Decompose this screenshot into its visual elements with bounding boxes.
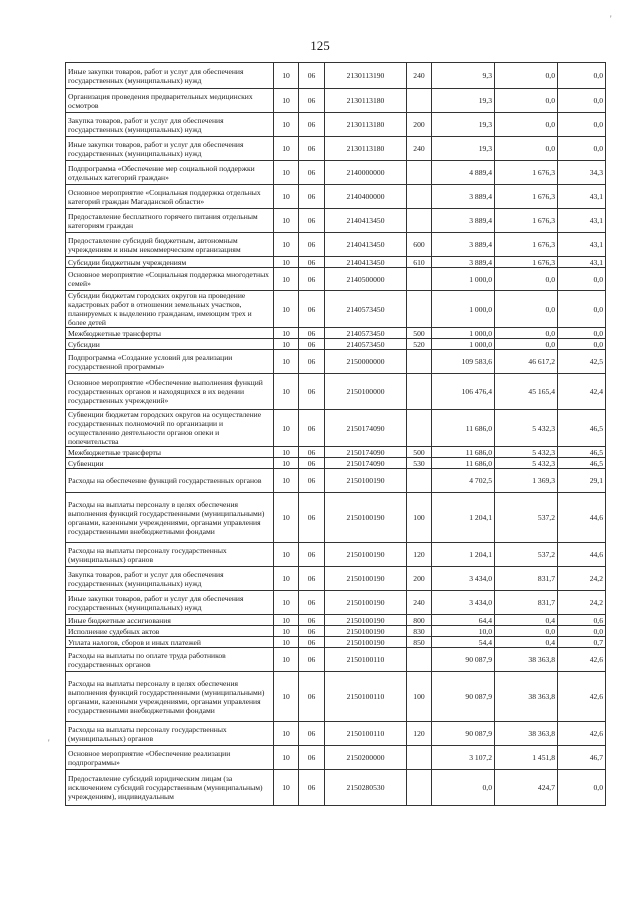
section-code-cell: 10 <box>274 469 299 493</box>
expense-type-code-cell <box>407 469 432 493</box>
table-row <box>66 615 606 626</box>
table-row <box>66 185 606 209</box>
expense-type-code-cell: 610 <box>407 257 432 268</box>
expense-type-code-cell: 200 <box>407 567 432 591</box>
approved-amount-cell: 90 087,9 <box>432 672 495 722</box>
table-row <box>66 722 606 746</box>
expense-type-code-cell: 240 <box>407 137 432 161</box>
executed-amount-cell: 831,7 <box>495 567 558 591</box>
subsection-code-cell: 06 <box>299 63 325 89</box>
target-article-code-cell: 2150100190 <box>325 615 407 626</box>
subsection-code-cell: 06 <box>299 648 325 672</box>
table-row <box>66 458 606 469</box>
expense-type-code-cell: 100 <box>407 493 432 543</box>
table-row <box>66 268 606 291</box>
section-code-cell: 10 <box>274 257 299 268</box>
subsection-code-cell: 06 <box>299 137 325 161</box>
expense-type-code-cell: 500 <box>407 328 432 339</box>
expense-type-code-cell: 530 <box>407 458 432 469</box>
table-row <box>66 63 606 89</box>
executed-amount-cell: 1 676,3 <box>495 257 558 268</box>
table-row <box>66 291 606 328</box>
executed-amount-cell: 537,2 <box>495 493 558 543</box>
execution-percent-cell: 46,7 <box>558 746 606 770</box>
execution-percent-cell: 0,0 <box>558 113 606 137</box>
executed-amount-cell: 38 363,8 <box>495 648 558 672</box>
execution-percent-cell: 0,0 <box>558 137 606 161</box>
expense-type-code-cell <box>407 209 432 233</box>
table-row <box>66 469 606 493</box>
table-row <box>66 113 606 137</box>
table-row <box>66 493 606 543</box>
approved-amount-cell: 4 889,4 <box>432 161 495 185</box>
item-name-cell: Основное мероприятие «Социальная поддержка многодетных семей» <box>66 268 274 291</box>
executed-amount-cell: 0,4 <box>495 637 558 648</box>
expense-type-code-cell: 520 <box>407 339 432 350</box>
approved-amount-cell: 3 889,4 <box>432 209 495 233</box>
table-row <box>66 328 606 339</box>
section-code-cell: 10 <box>274 328 299 339</box>
table-row <box>66 770 606 806</box>
expense-type-code-cell: 200 <box>407 113 432 137</box>
approved-amount-cell: 1 204,1 <box>432 543 495 567</box>
item-name-cell: Субвенции <box>66 458 274 469</box>
subsection-code-cell: 06 <box>299 410 325 447</box>
table-row <box>66 591 606 615</box>
approved-amount-cell: 11 686,0 <box>432 447 495 458</box>
target-article-code-cell: 2130113180 <box>325 113 407 137</box>
approved-amount-cell: 90 087,9 <box>432 722 495 746</box>
approved-amount-cell: 19,3 <box>432 137 495 161</box>
subsection-code-cell: 06 <box>299 722 325 746</box>
approved-amount-cell: 1 204,1 <box>432 493 495 543</box>
table-row <box>66 233 606 257</box>
subsection-code-cell: 06 <box>299 626 325 637</box>
table-row <box>66 746 606 770</box>
item-name-cell: Расходы на выплаты персоналу в целях обеспечения выполнения функций государственными (муниципальными) органами, казенными учреждениями, органами управления государственными внебюджетными фондами <box>66 493 274 543</box>
section-code-cell: 10 <box>274 137 299 161</box>
expense-type-code-cell: 240 <box>407 591 432 615</box>
executed-amount-cell: 1 451,8 <box>495 746 558 770</box>
target-article-code-cell: 2130113180 <box>325 89 407 113</box>
target-article-code-cell: 2150100190 <box>325 469 407 493</box>
item-name-cell: Расходы на выплаты персоналу государственных (муниципальных) органов <box>66 543 274 567</box>
execution-percent-cell: 46,5 <box>558 458 606 469</box>
executed-amount-cell: 0,0 <box>495 63 558 89</box>
target-article-code-cell: 2150000000 <box>325 350 407 374</box>
execution-percent-cell: 0,0 <box>558 63 606 89</box>
target-article-code-cell: 2150100190 <box>325 626 407 637</box>
section-code-cell: 10 <box>274 161 299 185</box>
approved-amount-cell: 4 702,5 <box>432 469 495 493</box>
target-article-code-cell: 2150100110 <box>325 672 407 722</box>
execution-percent-cell: 42,6 <box>558 672 606 722</box>
table-row <box>66 161 606 185</box>
approved-amount-cell: 9,3 <box>432 63 495 89</box>
item-name-cell: Основное мероприятие «Обеспечение реализации подпрограммы» <box>66 746 274 770</box>
approved-amount-cell: 1 000,0 <box>432 339 495 350</box>
section-code-cell: 10 <box>274 268 299 291</box>
section-code-cell: 10 <box>274 185 299 209</box>
item-name-cell: Субсидии бюджетам городских округов на проведение кадастровых работ в отношении земельных участков, планируемых к выделению гражданам, имеющим трех и более детей <box>66 291 274 328</box>
table-row <box>66 209 606 233</box>
section-code-cell: 10 <box>274 209 299 233</box>
target-article-code-cell: 2150174090 <box>325 410 407 447</box>
execution-percent-cell: 0,0 <box>558 291 606 328</box>
expense-type-code-cell: 850 <box>407 637 432 648</box>
approved-amount-cell: 1 000,0 <box>432 268 495 291</box>
target-article-code-cell: 2150100110 <box>325 722 407 746</box>
subsection-code-cell: 06 <box>299 328 325 339</box>
section-code-cell: 10 <box>274 672 299 722</box>
approved-amount-cell: 1 000,0 <box>432 291 495 328</box>
subsection-code-cell: 06 <box>299 543 325 567</box>
section-code-cell: 10 <box>274 410 299 447</box>
section-code-cell: 10 <box>274 458 299 469</box>
section-code-cell: 10 <box>274 543 299 567</box>
table-row <box>66 637 606 648</box>
executed-amount-cell: 5 432,3 <box>495 458 558 469</box>
approved-amount-cell: 11 686,0 <box>432 458 495 469</box>
table-body <box>66 63 606 806</box>
approved-amount-cell: 19,3 <box>432 113 495 137</box>
executed-amount-cell: 831,7 <box>495 591 558 615</box>
section-code-cell: 10 <box>274 113 299 137</box>
target-article-code-cell: 2150100000 <box>325 374 407 410</box>
section-code-cell: 10 <box>274 637 299 648</box>
executed-amount-cell: 5 432,3 <box>495 447 558 458</box>
approved-amount-cell: 10,0 <box>432 626 495 637</box>
execution-percent-cell: 0,0 <box>558 626 606 637</box>
execution-percent-cell: 42,5 <box>558 350 606 374</box>
target-article-code-cell: 2150100190 <box>325 493 407 543</box>
execution-percent-cell: 34,3 <box>558 161 606 185</box>
executed-amount-cell: 1 676,3 <box>495 209 558 233</box>
item-name-cell: Предоставление бесплатного горячего питания отдельным категориям граждан <box>66 209 274 233</box>
execution-percent-cell: 46,5 <box>558 447 606 458</box>
execution-percent-cell: 0,7 <box>558 637 606 648</box>
table-row <box>66 339 606 350</box>
expense-type-code-cell: 600 <box>407 233 432 257</box>
expense-type-code-cell: 500 <box>407 447 432 458</box>
target-article-code-cell: 2140400000 <box>325 185 407 209</box>
target-article-code-cell: 2150100190 <box>325 543 407 567</box>
item-name-cell: Межбюджетные трансферты <box>66 328 274 339</box>
subsection-code-cell: 06 <box>299 233 325 257</box>
item-name-cell: Подпрограмма «Создание условий для реализации государственной программы» <box>66 350 274 374</box>
execution-percent-cell: 42,6 <box>558 648 606 672</box>
executed-amount-cell: 38 363,8 <box>495 672 558 722</box>
execution-percent-cell: 24,2 <box>558 567 606 591</box>
expense-type-code-cell <box>407 268 432 291</box>
subsection-code-cell: 06 <box>299 458 325 469</box>
target-article-code-cell: 2150174090 <box>325 458 407 469</box>
approved-amount-cell: 106 476,4 <box>432 374 495 410</box>
table-row <box>66 137 606 161</box>
execution-percent-cell: 24,2 <box>558 591 606 615</box>
executed-amount-cell: 5 432,3 <box>495 410 558 447</box>
expense-type-code-cell: 120 <box>407 543 432 567</box>
subsection-code-cell: 06 <box>299 291 325 328</box>
section-code-cell: 10 <box>274 722 299 746</box>
executed-amount-cell: 0,0 <box>495 626 558 637</box>
section-code-cell: 10 <box>274 350 299 374</box>
item-name-cell: Закупка товаров, работ и услуг для обеспечения государственных (муниципальных) нужд <box>66 567 274 591</box>
target-article-code-cell: 2140573450 <box>325 291 407 328</box>
approved-amount-cell: 3 889,4 <box>432 257 495 268</box>
item-name-cell: Иные закупки товаров, работ и услуг для обеспечения государственных (муниципальных) нужд <box>66 591 274 615</box>
item-name-cell: Организация проведения предварительных медицинских осмотров <box>66 89 274 113</box>
subsection-code-cell: 06 <box>299 161 325 185</box>
target-article-code-cell: 2130113190 <box>325 63 407 89</box>
executed-amount-cell: 0,0 <box>495 291 558 328</box>
expense-type-code-cell: 800 <box>407 615 432 626</box>
table-row <box>66 626 606 637</box>
item-name-cell: Расходы на обеспечение функций государственных органов <box>66 469 274 493</box>
target-article-code-cell: 2140000000 <box>325 161 407 185</box>
section-code-cell: 10 <box>274 648 299 672</box>
target-article-code-cell: 2150100190 <box>325 591 407 615</box>
execution-percent-cell: 0,0 <box>558 328 606 339</box>
section-code-cell: 10 <box>274 615 299 626</box>
section-code-cell: 10 <box>274 339 299 350</box>
table-row <box>66 350 606 374</box>
expense-type-code-cell <box>407 746 432 770</box>
section-code-cell: 10 <box>274 567 299 591</box>
execution-percent-cell: 0,0 <box>558 339 606 350</box>
approved-amount-cell: 64,4 <box>432 615 495 626</box>
execution-percent-cell: 43,1 <box>558 185 606 209</box>
executed-amount-cell: 0,0 <box>495 137 558 161</box>
executed-amount-cell: 38 363,8 <box>495 722 558 746</box>
target-article-code-cell: 2150200000 <box>325 746 407 770</box>
table-row <box>66 257 606 268</box>
execution-percent-cell: 43,1 <box>558 257 606 268</box>
executed-amount-cell: 1 369,3 <box>495 469 558 493</box>
scan-mark: ' <box>610 14 612 24</box>
subsection-code-cell: 06 <box>299 447 325 458</box>
approved-amount-cell: 3 434,0 <box>432 591 495 615</box>
expense-type-code-cell <box>407 770 432 806</box>
expense-type-code-cell <box>407 648 432 672</box>
execution-percent-cell: 44,6 <box>558 543 606 567</box>
table-row <box>66 672 606 722</box>
subsection-code-cell: 06 <box>299 339 325 350</box>
subsection-code-cell: 06 <box>299 209 325 233</box>
subsection-code-cell: 06 <box>299 469 325 493</box>
execution-percent-cell: 29,1 <box>558 469 606 493</box>
approved-amount-cell: 19,3 <box>432 89 495 113</box>
subsection-code-cell: 06 <box>299 89 325 113</box>
executed-amount-cell: 0,0 <box>495 113 558 137</box>
item-name-cell: Расходы на выплаты по оплате труда работников государственных органов <box>66 648 274 672</box>
section-code-cell: 10 <box>274 626 299 637</box>
expense-type-code-cell <box>407 291 432 328</box>
target-article-code-cell: 2150280530 <box>325 770 407 806</box>
expense-type-code-cell <box>407 185 432 209</box>
target-article-code-cell: 2130113180 <box>325 137 407 161</box>
section-code-cell: 10 <box>274 447 299 458</box>
target-article-code-cell: 2150100110 <box>325 648 407 672</box>
item-name-cell: Подпрограмма «Обеспечение мер социальной поддержки отдельных категорий граждан» <box>66 161 274 185</box>
subsection-code-cell: 06 <box>299 257 325 268</box>
page-number: 125 <box>310 38 330 53</box>
item-name-cell: Предоставление субсидий бюджетным, автономным учреждениям и иным некоммерческим организациям <box>66 233 274 257</box>
executed-amount-cell: 0,0 <box>495 89 558 113</box>
item-name-cell: Закупка товаров, работ и услуг для обеспечения государственных (муниципальных) нужд <box>66 113 274 137</box>
subsection-code-cell: 06 <box>299 350 325 374</box>
table-row <box>66 543 606 567</box>
scan-mark: ' <box>48 738 50 748</box>
target-article-code-cell: 2140500000 <box>325 268 407 291</box>
subsection-code-cell: 06 <box>299 374 325 410</box>
approved-amount-cell: 90 087,9 <box>432 648 495 672</box>
approved-amount-cell: 3 434,0 <box>432 567 495 591</box>
item-name-cell: Межбюджетные трансферты <box>66 447 274 458</box>
item-name-cell: Иные закупки товаров, работ и услуг для обеспечения государственных (муниципальных) нужд <box>66 63 274 89</box>
section-code-cell: 10 <box>274 63 299 89</box>
executed-amount-cell: 0,0 <box>495 339 558 350</box>
execution-percent-cell: 43,1 <box>558 209 606 233</box>
executed-amount-cell: 0,0 <box>495 328 558 339</box>
executed-amount-cell: 1 676,3 <box>495 161 558 185</box>
executed-amount-cell: 46 617,2 <box>495 350 558 374</box>
approved-amount-cell: 3 107,2 <box>432 746 495 770</box>
section-code-cell: 10 <box>274 746 299 770</box>
executed-amount-cell: 1 676,3 <box>495 233 558 257</box>
item-name-cell: Расходы на выплаты персоналу в целях обеспечения выполнения функций государственными (муниципальными) органами, казенными учреждениями, органами управления государственными внебюджетными фондами <box>66 672 274 722</box>
target-article-code-cell: 2140413450 <box>325 233 407 257</box>
execution-percent-cell: 44,6 <box>558 493 606 543</box>
execution-percent-cell: 0,6 <box>558 615 606 626</box>
target-article-code-cell: 2150174090 <box>325 447 407 458</box>
executed-amount-cell: 0,0 <box>495 268 558 291</box>
table-row <box>66 447 606 458</box>
item-name-cell: Субсидии бюджетным учреждениям <box>66 257 274 268</box>
subsection-code-cell: 06 <box>299 746 325 770</box>
target-article-code-cell: 2140573450 <box>325 328 407 339</box>
expense-type-code-cell: 120 <box>407 722 432 746</box>
execution-percent-cell: 0,0 <box>558 268 606 291</box>
expense-type-code-cell: 830 <box>407 626 432 637</box>
budget-table <box>65 62 606 806</box>
execution-percent-cell: 42,4 <box>558 374 606 410</box>
item-name-cell: Основное мероприятие «Социальная поддержка отдельных категорий граждан Магаданской области» <box>66 185 274 209</box>
expense-type-code-cell: 100 <box>407 672 432 722</box>
subsection-code-cell: 06 <box>299 770 325 806</box>
executed-amount-cell: 1 676,3 <box>495 185 558 209</box>
expense-type-code-cell: 240 <box>407 63 432 89</box>
subsection-code-cell: 06 <box>299 185 325 209</box>
execution-percent-cell: 0,0 <box>558 89 606 113</box>
subsection-code-cell: 06 <box>299 615 325 626</box>
expense-type-code-cell <box>407 89 432 113</box>
executed-amount-cell: 45 165,4 <box>495 374 558 410</box>
execution-percent-cell: 43,1 <box>558 233 606 257</box>
table-row <box>66 648 606 672</box>
item-name-cell: Основное мероприятие «Обеспечение выполнения функций государственных органов и находящихся в их ведении государственных учреждений» <box>66 374 274 410</box>
execution-percent-cell: 42,6 <box>558 722 606 746</box>
section-code-cell: 10 <box>274 374 299 410</box>
item-name-cell: Субсидии <box>66 339 274 350</box>
approved-amount-cell: 11 686,0 <box>432 410 495 447</box>
table-row <box>66 567 606 591</box>
execution-percent-cell: 46,5 <box>558 410 606 447</box>
item-name-cell: Иные бюджетные ассигнования <box>66 615 274 626</box>
approved-amount-cell: 3 889,4 <box>432 185 495 209</box>
expense-type-code-cell <box>407 161 432 185</box>
approved-amount-cell: 54,4 <box>432 637 495 648</box>
executed-amount-cell: 0,4 <box>495 615 558 626</box>
item-name-cell: Исполнение судебных актов <box>66 626 274 637</box>
subsection-code-cell: 06 <box>299 567 325 591</box>
table-row <box>66 89 606 113</box>
section-code-cell: 10 <box>274 493 299 543</box>
execution-percent-cell: 0,0 <box>558 770 606 806</box>
subsection-code-cell: 06 <box>299 113 325 137</box>
expense-type-code-cell <box>407 410 432 447</box>
section-code-cell: 10 <box>274 591 299 615</box>
approved-amount-cell: 0,0 <box>432 770 495 806</box>
subsection-code-cell: 06 <box>299 268 325 291</box>
target-article-code-cell: 2140573450 <box>325 339 407 350</box>
subsection-code-cell: 06 <box>299 493 325 543</box>
section-code-cell: 10 <box>274 291 299 328</box>
expense-type-code-cell <box>407 350 432 374</box>
item-name-cell: Иные закупки товаров, работ и услуг для обеспечения государственных (муниципальных) нужд <box>66 137 274 161</box>
section-code-cell: 10 <box>274 89 299 113</box>
item-name-cell: Субвенции бюджетам городских округов на осуществление государственных полномочий по организации и осуществлению деятельности органов опеки и попечительства <box>66 410 274 447</box>
target-article-code-cell: 2140413450 <box>325 257 407 268</box>
target-article-code-cell: 2150100190 <box>325 567 407 591</box>
section-code-cell: 10 <box>274 770 299 806</box>
table-row <box>66 374 606 410</box>
item-name-cell: Уплата налогов, сборов и иных платежей <box>66 637 274 648</box>
subsection-code-cell: 06 <box>299 637 325 648</box>
executed-amount-cell: 424,7 <box>495 770 558 806</box>
subsection-code-cell: 06 <box>299 672 325 722</box>
approved-amount-cell: 1 000,0 <box>432 328 495 339</box>
executed-amount-cell: 537,2 <box>495 543 558 567</box>
approved-amount-cell: 3 889,4 <box>432 233 495 257</box>
item-name-cell: Расходы на выплаты персоналу государственных (муниципальных) органов <box>66 722 274 746</box>
section-code-cell: 10 <box>274 233 299 257</box>
item-name-cell: Предоставление субсидий юридическим лицам (за исключением субсидий государственным (муниципальным) учреждениям), индивидуальным <box>66 770 274 806</box>
target-article-code-cell: 2150100190 <box>325 637 407 648</box>
target-article-code-cell: 2140413450 <box>325 209 407 233</box>
expense-type-code-cell <box>407 374 432 410</box>
approved-amount-cell: 109 583,6 <box>432 350 495 374</box>
subsection-code-cell: 06 <box>299 591 325 615</box>
table-row <box>66 410 606 447</box>
